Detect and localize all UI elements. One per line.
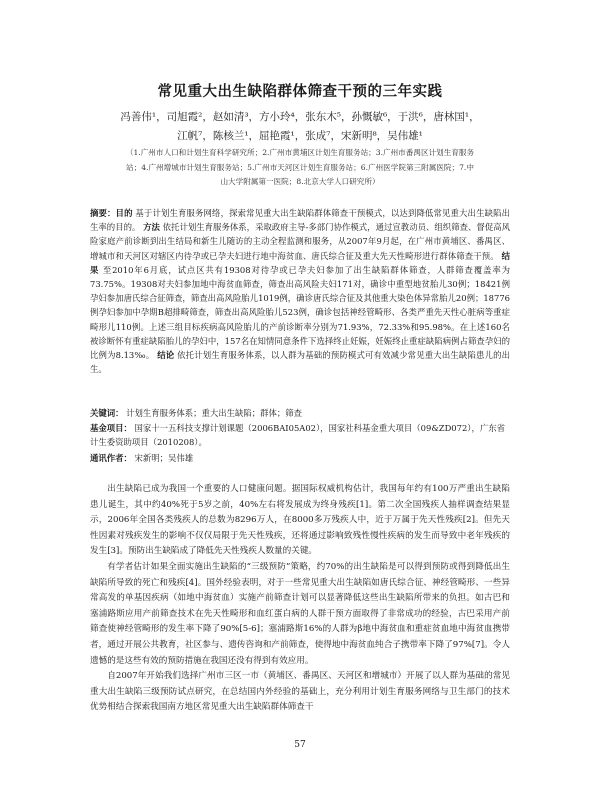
author-list — [90, 108, 510, 146]
abstract-objective-label: 摘要：目的 — [90, 208, 133, 218]
corresponding-label: 通讯作者： — [90, 453, 132, 463]
body-paragraph-2: 有学者估计如果全面实施出生缺陷的“三级预防”策略，约70%的出生缺陷是可以得到预防或得到降低出生缺陷所导致的死亡和残疾[4]。国外经验表明，对于一些常见重大出生缺陷如唐氏综合征、神经管畸形、一些异常高发的单基因疾病（如地中海贫血）实施产前筛查计划可以显著降低这些出生缺陷所带来的负担。如古巴和塞浦路斯应用产前筛查技术在先天性畸形和血红蛋白病的人群干预方面取得了非常成功的经验，古巴采用产前筛查使神经管畸形的发生率下降了90%[5-6]；塞浦路斯16%的人群为β地中海贫血和重症贫血地中海贫血携带者，通过开展公共教育，社区参与、遗传咨询和产前筛查，使得地中海贫血纯合子携带率下降了97%[7]。令人遗憾的是这些有效的预防措施在我国还没有得到有效应用。 — [90, 561, 510, 666]
author-line-1: 冯善伟¹，司旭霞²，赵如清³，方小玲⁴，张东木⁵，孙慨敏⁶，于洪⁶，唐林国¹， — [120, 111, 480, 123]
paper-title: 常见重大出生缺陷群体筛查干预的三年实践 — [157, 83, 443, 100]
body-text — [90, 482, 510, 716]
body-paragraph-1: 出生缺陷已成为我国一个重要的人口健康问题。据国际权威机构估计，我国每年约有100万严重出生缺陷患儿诞生，其中约40%死于5岁之前，40%左右将发展成为终身残疾[1]。第二次全国残疾人抽样调查结果显示，2006年全国各类残疾人的总数为8296万人，在8000多万残疾人中，近于万属于先天性残疾[2]。但先天性因素对残疾发生的影响不仅仅局限于先天性残疾，还将通过影响致残性慢性疾病的发生而导致中老年残疾的发生[3]。预防出生缺陷成了降低先天性残疾人数量的关键。 — [90, 484, 510, 557]
corresponding-author — [90, 451, 510, 465]
abstract-result-text: 至2010年6月底，试点区共有19308对待孕或已孕夫妇参加了出生缺陷群体筛查，人群筛查覆盖率为73.75%。19308对夫妇参加地中海贫血筛查，筛查出高风险夫妇171对，确诊中重型地贫胎儿30例；18421例孕妇参加唐氏综合征筛查，筛查出高风险胎儿1019例，确诊唐氏综合征及其他重大染色体异常胎儿20例；18776例孕妇参加中孕期B超排畸筛查，筛查出高风险胎儿523例，确诊包括神经管畸形、各类严重先天性心脏病等重症畸形儿110例。上述三组目标疾病高风险胎儿的产前诊断率分别为71.93%，72.33%和95.98%。在上述160名被诊断怀有重症缺陷胎儿的孕妇中，157名在知情同意条件下选择终止妊娠，妊娠终止重症缺陷病例占筛查孕妇的比例为8.13‰。 — [90, 264, 510, 361]
abstract-objective-text: 基于计划生育服务网络，探索常见重大出生缺陷群体筛查干预模式，以达到降低常见重大出生缺陷出生率的目的。 — [90, 208, 511, 233]
affiliations — [82, 146, 518, 190]
fund-text: 国家十一五科技支撑计划课题（2006BAI05A02），国家社科基金重大项目（09&ZD072），广东省计生委资助项目（2010208）。 — [90, 423, 505, 448]
author-line-2: 江帆⁷，陈核兰¹，屈艳霞¹，张成⁷，宋新明⁸，吴伟雄¹ — [177, 130, 423, 142]
affiliation-line-2: 站；4.广州增城市计划生育服务站；5.广州市天河区计划生育服务站；6.广州医学院第三附属医院；7.中 — [126, 162, 474, 172]
keywords-text: 计划生育服务体系；重大出生缺陷；群体；筛查 — [126, 408, 303, 418]
fund-label: 基金项目： — [90, 423, 132, 433]
affiliation-line-3: 山大学附属第一医院；8.北京大学人口研究所） — [220, 177, 380, 186]
keywords-label: 关键词： — [90, 408, 124, 418]
abstract-method-text: 依托计划生育服务体系，采取政府主导-多部门协作模式，通过宣教动员、组织筛查、督促高风险家庭产前诊断到出生结局和新生儿随访的主动全程监测和服务，从2007年9月起，在广州市黄埔区、番禺区、增城市和天河区对辖区内待孕或已孕夫妇进行地中海贫血、唐氏综合征及重大先天性畸形进行群体筛查干预。 — [90, 222, 511, 261]
abstract-method-label: 方法 — [143, 222, 160, 233]
affiliation-line-1: （1.广州市人口和计划生育科学研究所；2.广州市黄埔区计划生育服务站；3.广州市番禺区计划生育服务 — [125, 148, 475, 157]
abstract-conclusion-label: 结论 — [157, 350, 175, 361]
abstract — [90, 206, 510, 376]
body-paragraph-3: 自2007年开始我们选择广州市三区一市（黄埔区、番禺区、天河区和增城市）开展了以人群为基础的常见重大出生缺陷三级预防试点研究，在总结国内外经验的基础上，充分利用计划生育服务网络与卫生部门的技术优势相结合探索我国南方地区常见重大出生缺陷群体筛查干 — [90, 671, 510, 713]
fund-info — [90, 421, 510, 449]
abstract-result-label: 结果 — [90, 250, 510, 275]
page-number: 57 — [294, 740, 306, 750]
keywords — [90, 406, 510, 420]
abstract-conclusion-text: 依托计划生育服务体系，以人群为基础的预防模式可有效减少常见重大出生缺陷患儿的出生。 — [90, 350, 510, 375]
corresponding-text: 宋新明；吴伟雄 — [134, 453, 194, 463]
